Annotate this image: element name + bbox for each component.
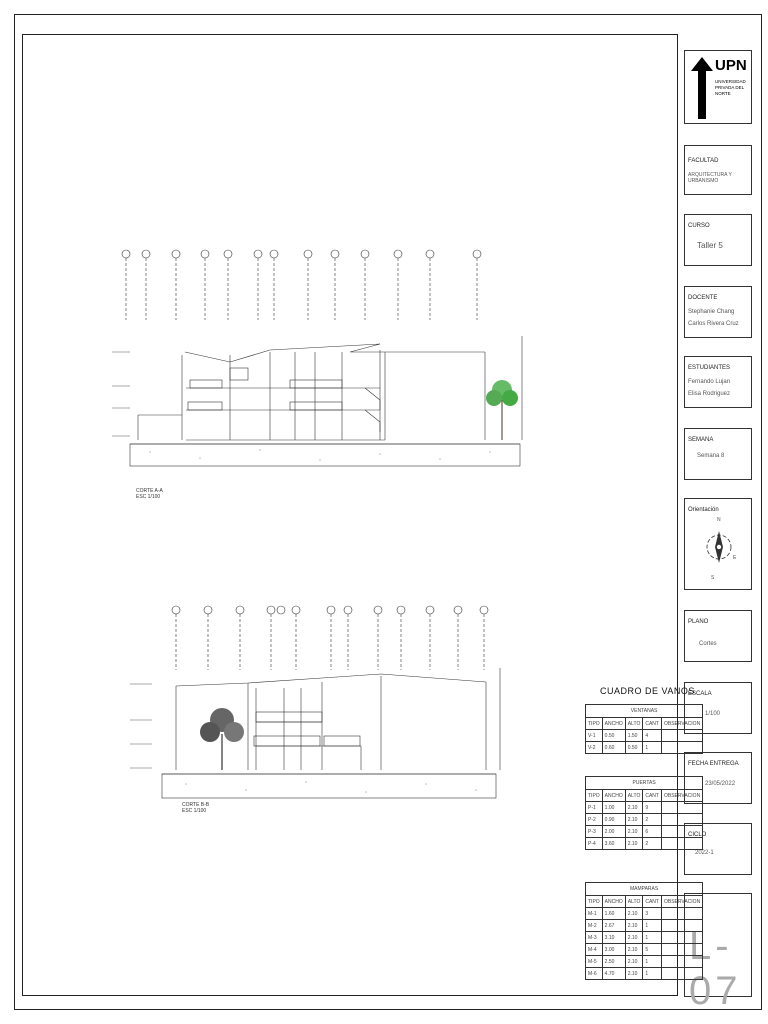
section-drawing-b: [126, 598, 516, 808]
table-row: P-3 2.00 2.10 6: [586, 826, 703, 838]
vanos-title: CUADRO DE VANOS: [600, 686, 695, 696]
section-b-label: CORTE B-B ESC 1/100: [182, 802, 210, 814]
ground-a: [130, 444, 520, 466]
table-row: V-2 0.60 0.50 1: [586, 742, 703, 754]
table-row: M-1 1.60 2.10 3: [586, 908, 703, 920]
grid-axes-b: [172, 606, 488, 670]
drawing-area: [22, 34, 678, 996]
tb-ciclo: CICLO 2022-1: [684, 823, 752, 875]
logo-mark: UPN: [715, 57, 747, 74]
logo-name: UNIVERSIDAD PRIVADA DEL NORTE: [715, 79, 746, 96]
arrow-up-icon: [691, 57, 713, 119]
sheet-number: L-07: [689, 924, 742, 1013]
section-a-label: CORTE A-A ESC 1/100: [136, 488, 163, 500]
table-row: M-3 3.10 2.10 1: [586, 932, 703, 944]
ventanas-table: VENTANAS TIPO ANCHO ALTO CANT OBSERVACION V-1 0.50 1.50 4 V-2 0.60 0.50 1: [585, 704, 703, 754]
tb-facultad: FACULTAD ARQUITECTURA Y URBANISMO: [684, 145, 752, 195]
table-row: M-4 3.00 2.10 5: [586, 944, 703, 956]
tb-estudiantes: ESTUDIANTES Fernando Lujan Elisa Rodriguez: [684, 356, 752, 408]
building-a: [138, 344, 485, 440]
ground-b: [162, 774, 496, 798]
tb-semana: SEMANA Semana 8: [684, 428, 752, 480]
puertas-table: PUERTAS TIPO ANCHO ALTO CANT OBSERVACION P-1 1.00 2.10 9 P-2 0.90 2.10 2 P-3 2.00 2.10 6 P-4 3.60 2.10 2: [585, 776, 703, 850]
tb-docente: DOCENTE Stephanie Chang Carlos Rivera Cruz: [684, 286, 752, 338]
north-arrow-icon: [701, 519, 741, 579]
table-row: M-5 2.50 2.10 1: [586, 956, 703, 968]
table-row: P-1 1.00 2.10 9: [586, 802, 703, 814]
mamparas-table: MAMPARAS TIPO ANCHO ALTO CANT OBSERVACION M-1 1.60 2.10 3 M-2 2.67 2.10 1 M-3 3.10 2.10 1 M-4 3.00 2.10 5 M-5 2.50 2.10 1 M-6 4.70 2.10 1: [585, 882, 703, 980]
section-drawing-a: [110, 240, 530, 500]
tb-plano: PLANO Cortes: [684, 610, 752, 662]
table-row: M-2 2.67 2.10 1: [586, 920, 703, 932]
tree-b: [200, 708, 244, 770]
tb-escala: ESCALA 1/100: [684, 682, 752, 734]
table-row: M-6 4.70 2.10 1: [586, 968, 703, 980]
table-row: P-2 0.90 2.10 2: [586, 814, 703, 826]
tree-a: [486, 380, 518, 440]
tb-curso: CURSO Taller 5: [684, 214, 752, 266]
grid-axes: [122, 250, 481, 320]
table-row: P-4 3.60 2.10 2: [586, 838, 703, 850]
tb-fecha: FECHA ENTREGA 23/05/2022: [684, 752, 752, 804]
tb-orientacion: Orientación N E S: [684, 498, 752, 590]
university-logo: [684, 50, 752, 124]
table-row: V-1 0.50 1.50 4: [586, 730, 703, 742]
